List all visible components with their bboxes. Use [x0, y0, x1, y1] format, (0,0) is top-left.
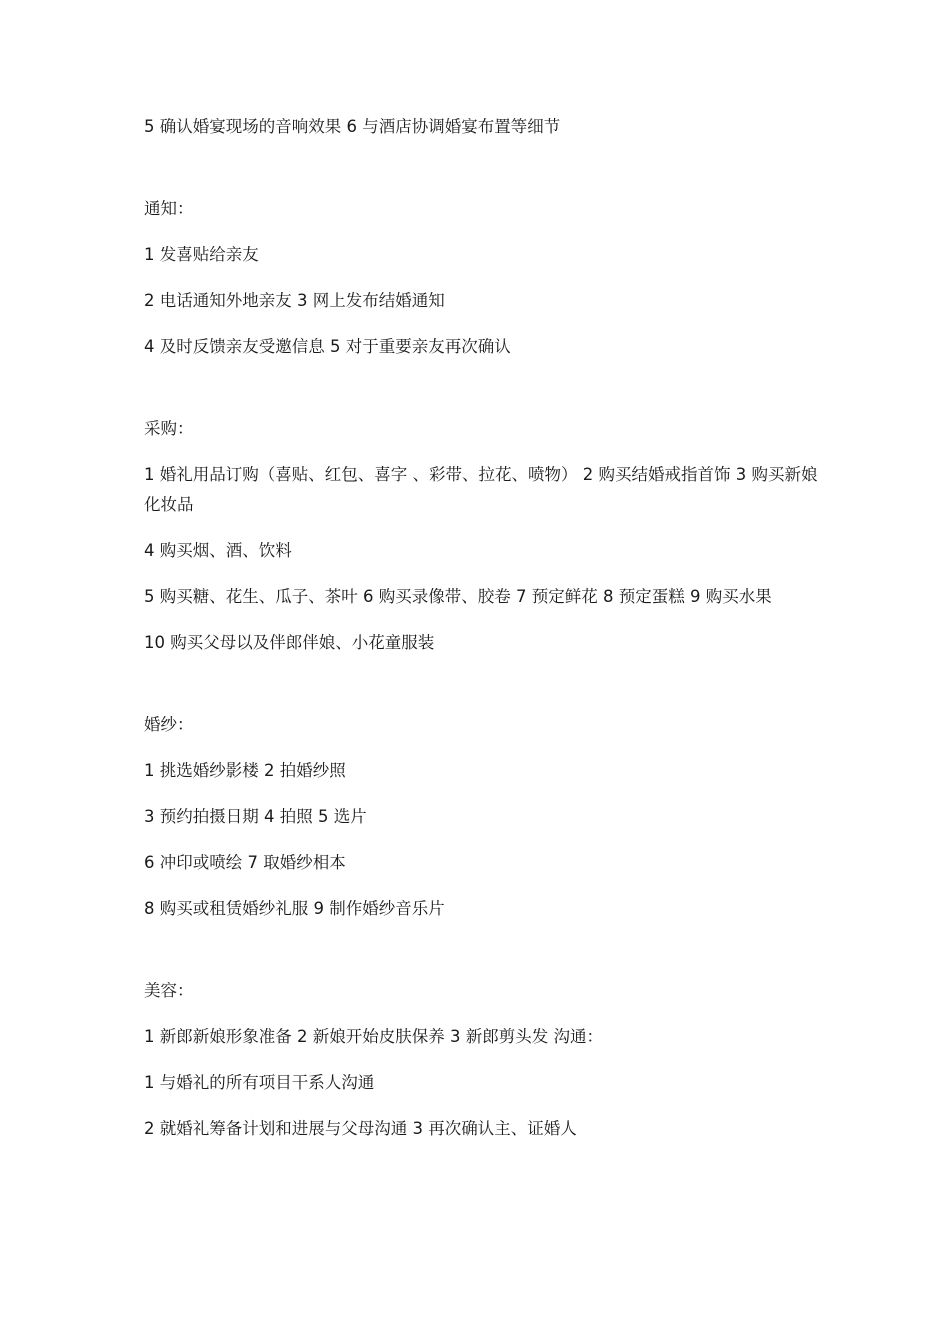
paragraph-purchase-1: 1 婚礼用品订购（喜贴、红包、喜字 、彩带、拉花、喷物） 2 购买结婚戒指首饰 3 购买新娘化妆品 — [144, 465, 818, 514]
paragraph-purchase-3: 5 购买糖、花生、瓜子、茶叶 6 购买录像带、胶卷 7 预定鲜花 8 预定蛋糕 9 购买水果 — [144, 587, 772, 606]
section-heading-purchase: 采购： — [144, 419, 194, 438]
paragraph-banquet-items: 5 确认婚宴现场的音响效果 6 与酒店协调婚宴布置等细节 — [144, 117, 561, 136]
section-heading-wedding-photo: 婚纱： — [144, 715, 194, 734]
document-body — [144, 112, 824, 1144]
paragraph-notify-2: 2 电话通知外地亲友 3 网上发布结婚通知 — [144, 291, 445, 310]
paragraph-wedding-photo-3: 6 冲印或喷绘 7 取婚纱相本 — [144, 853, 346, 872]
paragraph-beauty-1: 1 新郎新娘形象准备 2 新娘开始皮肤保养 3 新郎剪头发 沟通： — [144, 1027, 603, 1046]
paragraph-notify-1: 1 发喜贴给亲友 — [144, 245, 259, 264]
paragraph-wedding-photo-1: 1 挑选婚纱影楼 2 拍婚纱照 — [144, 761, 346, 780]
paragraph-purchase-4: 10 购买父母以及伴郎伴娘、小花童服装 — [144, 633, 435, 652]
paragraph-purchase-2: 4 购买烟、酒、饮料 — [144, 541, 292, 560]
paragraph-notify-3: 4 及时反馈亲友受邀信息 5 对于重要亲友再次确认 — [144, 337, 511, 356]
paragraph-communication-2: 2 就婚礼筹备计划和进展与父母沟通 3 再次确认主、证婚人 — [144, 1119, 577, 1138]
paragraph-wedding-photo-2: 3 预约拍摄日期 4 拍照 5 选片 — [144, 807, 367, 826]
paragraph-communication-1: 1 与婚礼的所有项目干系人沟通 — [144, 1073, 375, 1092]
paragraph-wedding-photo-4: 8 购买或租赁婚纱礼服 9 制作婚纱音乐片 — [144, 899, 445, 918]
section-heading-notify: 通知： — [144, 199, 194, 218]
section-heading-beauty: 美容： — [144, 981, 194, 1000]
